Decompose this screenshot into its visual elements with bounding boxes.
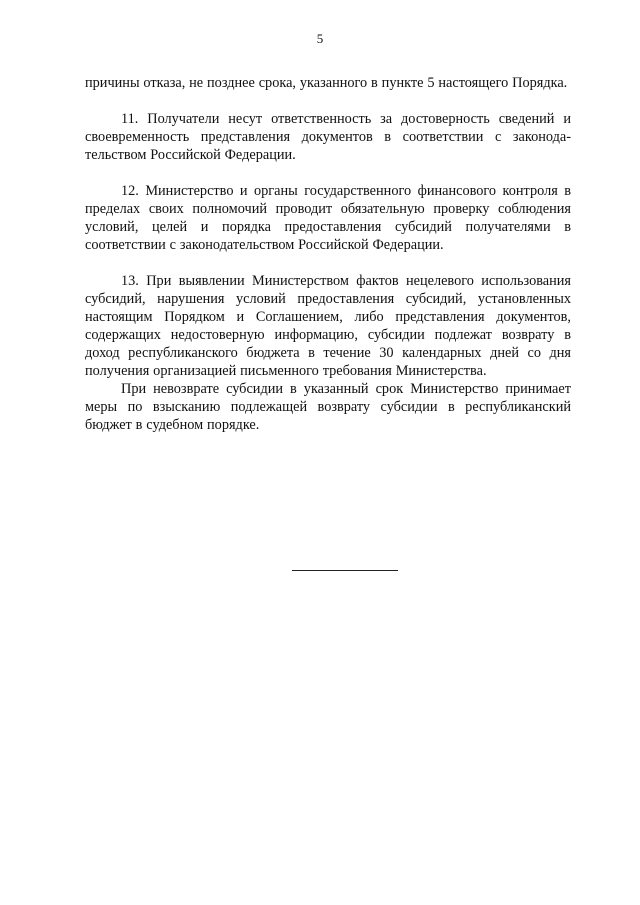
document-body	[85, 74, 571, 434]
paragraph-continuation: причины отказа, не позднее срока, указанного в пункте 5 настоящего Порядка.	[85, 75, 568, 91]
paragraph-item-12: 12. Министерство и органы государственного финансового контроля в пределах своих полномочий проводит обязательную проверку соблюдения условий, целей и порядка предоставления субсидий получателями в соответствии с законодательством Российской Федерации.	[85, 183, 571, 253]
paragraph-item-13: 13. При выявлении Министерством фактов нецелевого использования субсидий, нарушения условий предоставления субсидий, установленных настоящим Порядком и Соглашением, либо представления документов, содержащих недостоверную информацию, субсидии подлежат возврату в доход республиканского бюджета в течение 30 календарных дней со дня получения организацией письменного требования Министерства.	[85, 273, 571, 379]
closing-divider-line	[292, 570, 398, 571]
page-number: 5	[316, 31, 324, 46]
paragraph-item-11: 11. Получатели несут ответственность за достоверность сведений и своевременность представления документов в соответствии с законодательством Российской Федерации.	[85, 111, 571, 163]
paragraph-item-13-continuation: При невозврате субсидии в указанный срок Министерство принимает меры по взысканию подлежащей возврату субсидии в республиканский бюджет в судебном порядке.	[85, 381, 571, 433]
